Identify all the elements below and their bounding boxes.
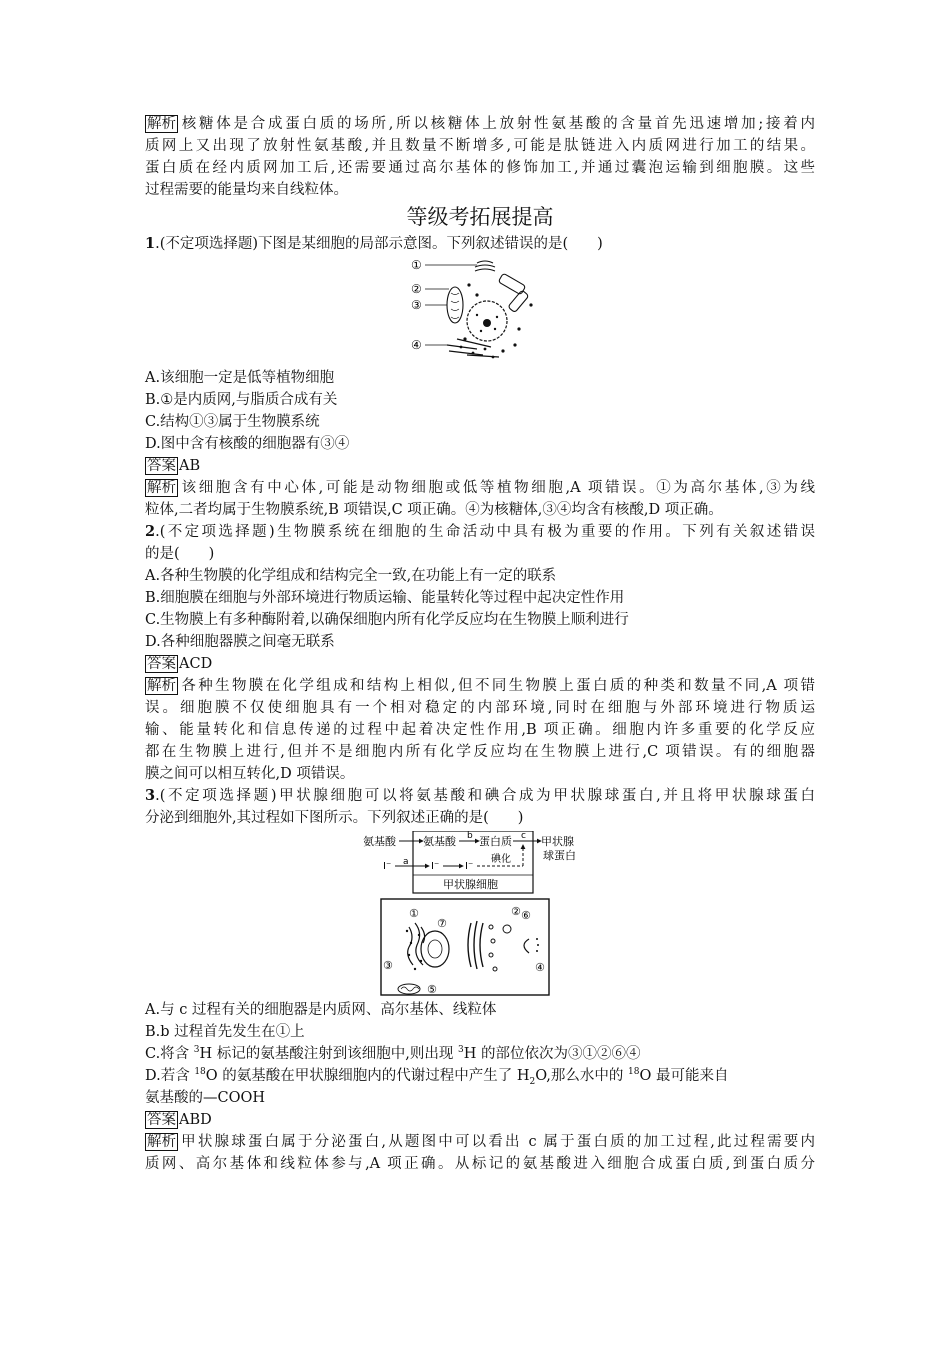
protein-label: 蛋白质 <box>479 835 512 848</box>
q2-analysis-line-2: 误。细胞膜不仅使细胞具有一个相对稳定的内部环境,同时在细胞与外部环境进行物质运 <box>145 700 815 716</box>
label-b: b <box>467 831 473 841</box>
thyroglobulin-line2: 球蛋白 <box>543 849 576 862</box>
q3-option-a: A.与 c 过程有关的细胞器是内质网、高尔基体、线粒体 <box>145 1002 497 1018</box>
q2-option-b: B.细胞膜在细胞与外部环境进行物质运输、能量转化等过程中起决定性作用 <box>145 590 625 606</box>
amino-acid-outside: 氨基酸 <box>363 835 396 848</box>
fig-label-1: ① <box>409 907 419 920</box>
intro-analysis-line-2: 质网上又出现了放射性氨基酸,并且数量不断增多,可能是肽链进入内质网进行加工的结果。 <box>145 138 815 154</box>
fig-label-3: ③ <box>383 959 393 972</box>
q2-answer <box>145 653 815 675</box>
amino-acid-inside: 氨基酸 <box>423 835 456 848</box>
document-page <box>145 113 815 1175</box>
cell-diagram-figure <box>407 257 547 365</box>
q2-analysis-line-3: 输、能量转化和信息传递的过程中起着决定性作用,B 项正确。细胞内许多重要的化学反应 <box>145 722 815 738</box>
label-2: ② <box>411 282 422 296</box>
q1-analysis-line-1: 解析 该细胞含有中心体,可能是动物细胞或低等植物细胞,A 项错误。①为高尔基体,③为线 <box>147 480 815 496</box>
analysis-tag: 解析 <box>147 678 176 694</box>
label-4: ④ <box>411 338 422 352</box>
q1-option-b: B.①是内质网,与脂质合成有关 <box>145 392 338 408</box>
iodide-inside-1: I⁻ <box>431 861 440 872</box>
q2-option-c: C.生物膜上有多种酶附着,以确保细胞内所有化学反应均在生物膜上顺利进行 <box>145 612 629 628</box>
q3-answer-value: ABD <box>179 1112 212 1128</box>
thyroid-cell-figure <box>363 831 589 997</box>
q3-option-b: B.b 过程首先发生在①上 <box>145 1024 305 1040</box>
q1-analysis-line-2: 粒体,二者均属于生物膜系统,B 项错误,C 项正确。④为核糖体,③④均含有核酸,D 项正确。 <box>145 502 723 518</box>
answer-tag: 答案 <box>147 1112 176 1128</box>
iodide-outside: I⁻ <box>383 861 392 872</box>
fig-label-5: ⑤ <box>427 983 437 996</box>
fig-label-2: ② <box>511 905 521 918</box>
label-1: ① <box>411 258 422 272</box>
q2-analysis-line-1: 解析 各种生物膜在化学组成和结构上相似,但不同生物膜上蛋白质的种类和数量不同,A 项错 <box>147 678 815 694</box>
q3-analysis-line-2: 质网、高尔基体和线粒体参与,A 项正确。从标记的氨基酸进入细胞合成蛋白质,到蛋白质分 <box>145 1156 815 1172</box>
analysis-tag: 解析 <box>147 116 176 132</box>
intro-analysis-line-1: 解析 核糖体是合成蛋白质的场所,所以核糖体上放射性氨基酸的含量首先迅速增加;接着内 <box>147 116 815 132</box>
analysis-tag: 解析 <box>147 1134 176 1150</box>
fig-label-7: ⑦ <box>437 917 447 930</box>
q3-stem-line-2: 分泌到细胞外,其过程如下图所示。下列叙述正确的是( ) <box>145 810 524 826</box>
q3-analysis-line-1: 解析 甲状腺球蛋白属于分泌蛋白,从题图中可以看出 c 属于蛋白质的加工过程,此过程需要内 <box>147 1134 815 1150</box>
intro-analysis-line-4: 过程需要的能量均来自线粒体。 <box>145 182 348 198</box>
fig-label-4: ④ <box>535 961 545 974</box>
q3-option-d-line-1: D.若含 $^{18}$O 的氨基酸在甲状腺细胞内的代谢过程中产生了 $H_2O$,那么水中的 $^{18}$O 最可能来自 <box>145 1067 729 1087</box>
thyroid-cell-label: 甲状腺细胞 <box>443 878 498 891</box>
fig-label-6: ⑥ <box>521 909 531 922</box>
label-c: c <box>521 831 526 841</box>
q3-option-d-line-2: 氨基酸的—COOH <box>145 1090 266 1106</box>
q2-stem-line-1: 2.(不定项选择题)生物膜系统在细胞的生命活动中具有极为重要的作用。下列有关叙述错误 <box>145 523 815 540</box>
q1-option-a: A.该细胞一定是低等植物细胞 <box>145 370 335 386</box>
label-3: ③ <box>411 298 422 312</box>
label-a: a <box>403 857 409 867</box>
section-title: 等级考拓展提高 <box>406 205 554 229</box>
answer-tag: 答案 <box>147 458 176 474</box>
thyroglobulin-line1: 甲状腺 <box>541 835 574 848</box>
q1-answer-value: AB <box>179 458 201 474</box>
q2-option-a: A.各种生物膜的化学组成和结构完全一致,在功能上有一定的联系 <box>145 568 557 584</box>
q2-analysis-line-5: 膜之间可以相互转化,D 项错误。 <box>145 766 355 782</box>
iodination-label: 碘化 <box>491 854 511 865</box>
q2-answer-value: ACD <box>179 656 213 672</box>
q3-stem-line-1: 3.(不定项选择题)甲状腺细胞可以将氨基酸和碘合成为甲状腺球蛋白,并且将甲状腺球蛋白 <box>145 787 815 804</box>
q2-option-d: D.各种细胞器膜之间毫无联系 <box>145 634 335 650</box>
q3-answer <box>145 1109 815 1131</box>
q2-stem-line-2: 的是( ) <box>145 546 215 562</box>
q1-stem: 1.(不定项选择题)下图是某细胞的局部示意图。下列叙述错误的是( ) <box>145 235 603 252</box>
analysis-tag: 解析 <box>147 480 176 496</box>
q1-answer <box>145 455 815 477</box>
iodide-inside-2: I⁻ <box>465 861 474 872</box>
q3-option-c: C.将含 $^3$H 标记的氨基酸注射到该细胞中,则出现 $^3$H 的部位依次为③①②⑥④ <box>145 1045 641 1062</box>
intro-analysis-line-3: 蛋白质在经内质网加工后,还需要通过高尔基体的修饰加工,并通过囊泡运输到细胞膜。这些 <box>145 160 815 176</box>
q2-analysis-line-4: 都在生物膜上进行,但并不是细胞内所有化学反应均在生物膜上进行,C 项错误。有的细胞器 <box>145 744 815 760</box>
q1-option-c: C.结构①③属于生物膜系统 <box>145 414 320 430</box>
q1-option-d: D.图中含有核酸的细胞器有③④ <box>145 436 350 452</box>
answer-tag: 答案 <box>147 656 176 672</box>
